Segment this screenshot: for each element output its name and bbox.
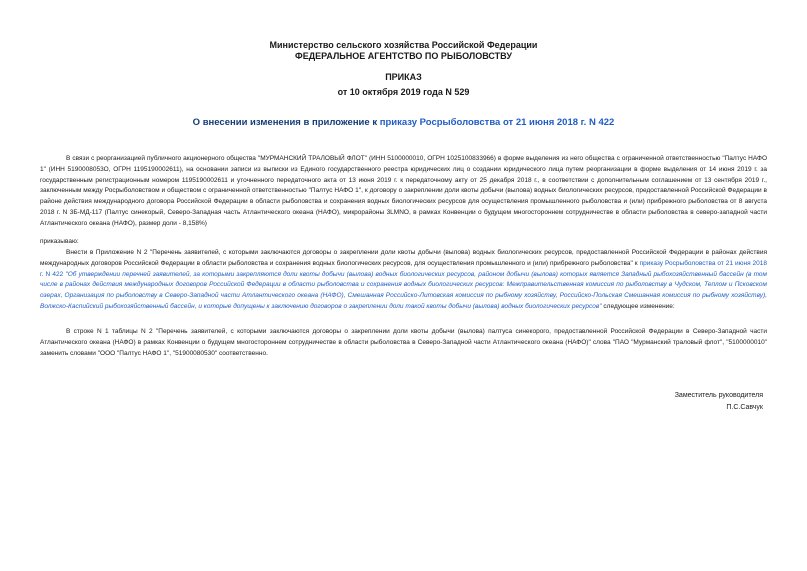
- date-number: от 10 октября 2019 года N 529: [337, 87, 470, 97]
- intro-paragraph: В связи с реорганизацией публичного акционерного общества "МУРМАНСКИЙ ТРАЛОВЫЙ ФЛОТ" (ИНН 5100000010, ОГРН 1025100833966) в форме выделения из него общества с ограниченной ответственностью "Палтус НАФО 1" (ИНН 5190008053О, ОГРН 1195190002611), на основании записи из выписки из Единого государственного реестра юридических лиц о создании юридического лица путем реорганизации в форме выделения от 14 июня 2019 г. за государственным регистрационным номером 1195190002611 и уточненного передаточного акта от 13 июня 2019 г. к передаточному акту от 25 декабря 2018 г., в соответствии с дополнительным соглашением от 13 сентября 2019 г., заключенным между Росрыболовством и обществом с ограниченной ответственностью "Палтус НАФО 1", к договору о закреплении доли квоты добычи (вылова) водных биологических ресурсов, предоставленной Российской Федерации в районе действия международного договора Российской Федерации в области рыболовства и сохранения водных биологических ресурсов для осуществления промышленного рыболовства и (или) прибрежного рыболовства от 8 августа 2018 г. N 3Б-МД-117 (Палтус синекорый, Северо-Западная часть Атлантического океана (НАФО), микрорайоны 3LMNO, в рамках Конвенции о будущем многостороннем сотрудничестве в области рыболовства в северо-западной части Атлантического океана (НАФО), размер доли - 8,158%): [40, 155, 767, 227]
- item1-paragraph: [40, 248, 767, 313]
- document-title: [0, 117, 807, 128]
- title-prefix: О внесении изменения в приложение к: [192, 117, 380, 128]
- item1-link[interactable]: приказу Росрыболовства от 21 июня 2018 г. N 422: [40, 259, 768, 278]
- ministry-heading: Министерство сельского хозяйства Российской Федерации: [269, 40, 538, 50]
- item1-text-a: Внести в Приложение N 2 "Перечень заявителей, с которыми заключаются договоры о закреплении доли квоты добычи (вылова) водных биологических ресурсов, предоставленной Российской Федерации в районах действия международных договоров Российской Федерации в области рыболовства и сохранения водных биологических ресурсов, для осуществления промышленного и (или) прибрежного рыболовства" к: [40, 249, 767, 267]
- item2-paragraph: В строке N 1 таблицы N 2 "Перечень заявителей, с которыми заключаются договоры о закреплении доли квоты добычи (вылова) палтуса синекорого, предоставленной Российской Федерации в Северо-Западной части Атлантического океана (НАФО) в рамках Конвенции о будущем многостороннем сотрудничестве в области рыболовства в Северо-Западной части Атлантического океана (НАФО)" слова "ПАО "Мурманский траловый флот", "5100000010" заменить словами "ООО "Палтус НАФО 1", "51900080530" соответственно.: [40, 328, 767, 357]
- item1-tail: следующее изменение:: [601, 302, 675, 310]
- order-word: приказываю:: [40, 238, 79, 245]
- title-link[interactable]: приказу Росрыболовства от 21 июня 2018 г. N 422: [379, 117, 615, 128]
- doc-type-heading: ПРИКАЗ: [385, 72, 422, 82]
- signature-position: Заместитель руководителя: [674, 392, 763, 399]
- signature-name: П.С.Савчук: [726, 404, 763, 411]
- item1-order-title: "Об утверждении перечней заявителей, за которыми закрепляются доли квоты добычи (вылова) водных биологических ресурсов, районом добычи (вылова) которых является Западный рыбохозяйственный бассейн (в том числе в районах действия международных договоров Российской Федерации в области рыболовства и сохранения водных биологических ресурсов: Межправительственная комиссия по рыболовству в Чудском, Теплом и Псковском озерах, Организация по рыболовству в Северо-Западной части Атлантического океана (НАФО), Смешанная Российско-Литовская комиссия по рыбному хозяйству, Российско-Польская Смешанная комиссия по рыбному хозяйству), Волжско-Каспийский рыбохозяйственный бассейн, и которые допущены к заключению договоров о закреплении доли такой квоты добычи (вылова) водных биологических ресурсов": [40, 270, 767, 310]
- agency-heading: ФЕДЕРАЛЬНОЕ АГЕНТСТВО ПО РЫБОЛОВСТВУ: [295, 51, 512, 61]
